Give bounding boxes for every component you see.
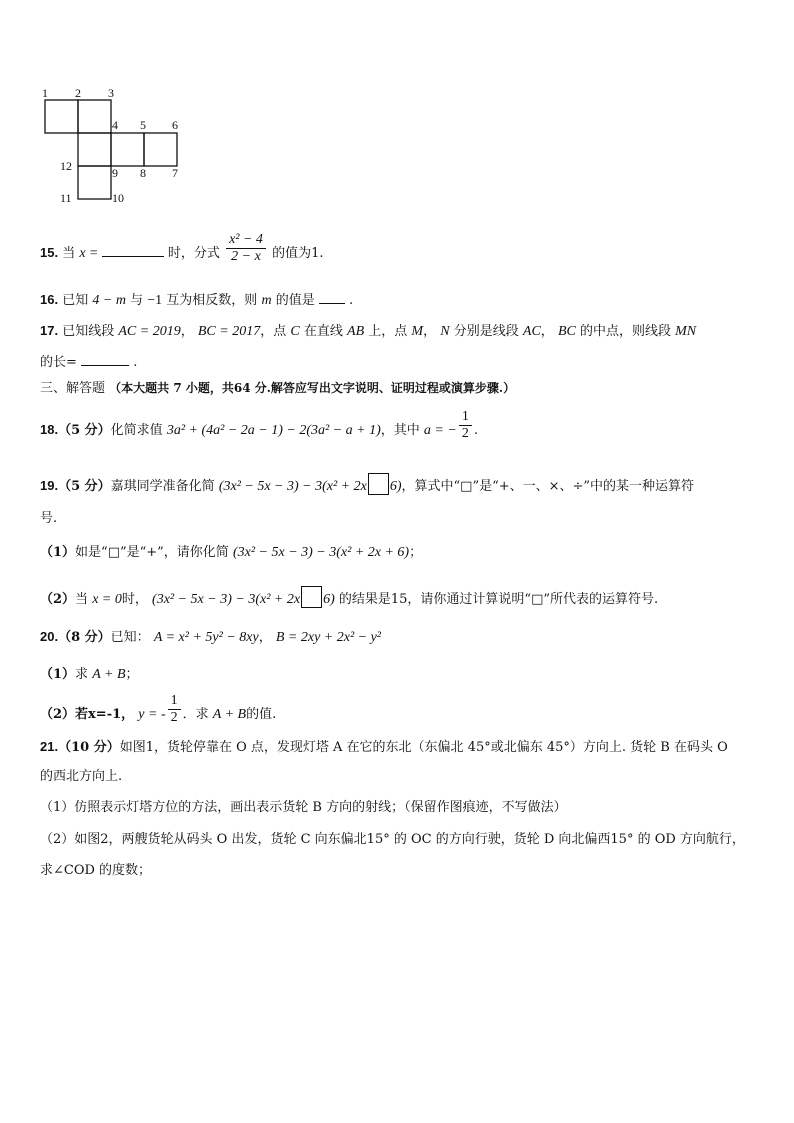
question-number: 21.	[40, 739, 59, 754]
question-number: 16.	[40, 292, 59, 307]
question-text: 时，分式	[167, 246, 220, 261]
math-var: N	[440, 324, 450, 339]
question-text: 分别是线段	[453, 324, 519, 339]
math-expression: BC = 2017	[197, 324, 261, 339]
net-square	[111, 133, 144, 166]
part-label: （2）	[40, 592, 76, 607]
question-text: 上，点	[368, 324, 408, 339]
net-label: 12	[60, 159, 72, 173]
math-var: m	[261, 293, 272, 308]
question-19-cont	[40, 510, 57, 528]
question-19-part-1	[40, 544, 422, 562]
section-title: 三、解答题	[40, 381, 106, 396]
fraction-numerator: 1	[168, 693, 181, 710]
net-label: 9	[112, 166, 118, 180]
operator-box	[368, 473, 389, 495]
math-expression: AC = 2019	[118, 324, 181, 339]
question-19-part-2	[40, 586, 658, 609]
question-20-part-1	[40, 666, 139, 684]
math-expression: y = -	[138, 707, 166, 722]
question-text: 号.	[40, 511, 58, 526]
score: （10 分）	[58, 740, 120, 755]
separator: ，	[258, 630, 272, 645]
fraction-denominator: 2	[170, 710, 178, 725]
math-expression: 6)	[323, 592, 335, 607]
question-text: .	[133, 355, 138, 370]
question-text: 的值为1.	[272, 246, 324, 261]
question-20	[40, 628, 381, 647]
question-text: 已知	[62, 293, 89, 308]
fraction-denominator: 2 − x	[231, 249, 261, 264]
question-text: （2）如图2，两艘货轮从码头 O 出发，货轮 C 向东偏北15° 的 OC 的方向行驶，货轮 D 向北偏西15° 的 OD 方向航行，	[40, 832, 745, 847]
section-header	[40, 379, 515, 398]
question-text: 的长=	[40, 355, 77, 370]
question-text: ．求	[182, 707, 209, 722]
question-text: 如是“□”是“+”，请你化简	[75, 545, 229, 560]
question-text: 化简求值	[110, 423, 163, 438]
net-label: 1	[42, 86, 48, 100]
score: （5 分）	[58, 479, 111, 494]
part-label: （2）	[40, 707, 76, 722]
math-expression: (3x² − 5x − 3) − 3(x² + 2x + 6)	[232, 545, 410, 560]
question-text: （1）仿照表示灯塔方位的方法，画出表示货轮 B 方向的射线；（保留作图痕迹，不写做法）	[40, 800, 567, 815]
question-text: 的西北方向上.	[40, 769, 123, 784]
math-var: M	[411, 324, 424, 339]
question-text: 的值是	[275, 293, 315, 308]
separator: ，	[540, 324, 554, 339]
net-square	[78, 166, 111, 199]
question-15	[40, 232, 324, 265]
question-text: ，算式中“□”是“+、一、×、÷”中的某一种运算符	[401, 479, 695, 494]
question-20-part-2	[40, 693, 277, 726]
part-label: （1）	[40, 667, 76, 682]
math-expression: A + B	[212, 707, 247, 722]
math-expression: −1	[147, 293, 163, 308]
question-number: 15.	[40, 245, 59, 260]
question-text: .	[349, 293, 354, 308]
math-expression: 4 − m	[92, 293, 126, 308]
answer-blank[interactable]	[102, 243, 164, 257]
question-18	[40, 409, 478, 442]
question-text: 的结果是15，请你通过计算说明“□”所代表的运算符号.	[338, 592, 659, 607]
section-note: （本大题共 7 小题，共64 分.解答应写出文字说明、证明过程或演算步骤.）	[109, 381, 516, 395]
net-label: 2	[75, 86, 81, 100]
question-text: ，点	[260, 324, 287, 339]
answer-blank[interactable]	[81, 352, 129, 366]
question-text: 已知：	[110, 630, 150, 645]
question-17-line-2	[40, 352, 137, 372]
question-number: 20.	[40, 629, 59, 644]
part-label: （1）	[40, 545, 76, 560]
question-text: 的值.	[246, 707, 277, 722]
question-17-line-1	[40, 322, 696, 341]
net-label: 4	[112, 118, 118, 132]
question-21	[40, 738, 728, 757]
question-text: 的中点，则线段	[579, 324, 671, 339]
question-text: 时，	[121, 592, 148, 607]
math-var: BC	[557, 324, 576, 339]
answer-blank[interactable]	[319, 290, 345, 304]
net-square	[45, 100, 78, 133]
question-text: 求∠COD 的度数；	[40, 863, 152, 878]
net-square	[78, 100, 111, 133]
question-text: 当	[62, 246, 76, 261]
question-21-part-2	[40, 831, 745, 849]
question-text: 互为相反数，则	[166, 293, 258, 308]
math-expression: 3a² + (4a² − 2a − 1) − 2(3a² − a + 1)	[166, 423, 381, 438]
question-19	[40, 473, 694, 496]
separator: ，	[180, 324, 194, 339]
question-text: 当	[75, 592, 89, 607]
fraction	[226, 232, 266, 265]
net-square	[144, 133, 177, 166]
math-expression: A = x² + 5y² − 8xy	[153, 630, 259, 645]
question-text: 在直线	[303, 324, 343, 339]
fraction-numerator: 1	[459, 409, 472, 426]
net-label: 7	[172, 166, 178, 180]
cube-net-squares	[45, 100, 177, 199]
net-label: 11	[60, 191, 72, 205]
question-text: 如图1，货轮停靠在 O 点，发现灯塔 A 在它的东北（东偏北 45°或北偏东 45°）方向上. 货轮 B 在码头 O	[119, 740, 728, 755]
question-21-part-2-cont	[40, 862, 151, 880]
math-expression: x = 0	[92, 592, 122, 607]
operator-box	[301, 586, 322, 608]
math-var: MN	[675, 324, 697, 339]
net-square	[78, 133, 111, 166]
fraction-denominator: 2	[461, 426, 469, 441]
math-eq: =	[89, 246, 98, 261]
question-21-part-1	[40, 799, 567, 817]
math-var: x	[79, 246, 86, 261]
fraction	[459, 409, 472, 442]
question-text: ；	[409, 545, 423, 560]
question-16	[40, 290, 353, 310]
math-expression: B = 2xy + 2x² − y²	[275, 630, 382, 645]
fraction-numerator: x² − 4	[226, 232, 266, 249]
question-21-cont	[40, 768, 122, 786]
net-label: 8	[140, 166, 146, 180]
math-expression: a = −	[423, 423, 457, 438]
question-text: 已知线段	[62, 324, 115, 339]
net-label: 10	[112, 191, 124, 205]
question-text: ；	[125, 667, 139, 682]
fraction	[168, 693, 181, 726]
cube-net-figure	[36, 84, 196, 209]
score: （8 分）	[58, 630, 111, 645]
question-text: 嘉琪同学准备化简	[110, 479, 215, 494]
net-label: 3	[108, 86, 114, 100]
question-text: .	[473, 423, 478, 438]
question-number: 18.	[40, 422, 59, 437]
score: （5 分）	[58, 423, 111, 438]
question-number: 19.	[40, 478, 59, 493]
net-label: 5	[140, 118, 146, 132]
question-text: 若x=-1，	[75, 707, 135, 722]
question-text: ，其中	[380, 423, 420, 438]
math-expression: (3x² − 5x − 3) − 3(x² + 2x	[218, 479, 367, 494]
question-number: 17.	[40, 323, 59, 338]
question-text: 求	[75, 667, 89, 682]
question-text: 与	[130, 293, 144, 308]
math-var: C	[290, 324, 300, 339]
math-expression: (3x² − 5x − 3) − 3(x² + 2x	[152, 592, 301, 607]
math-var: AC	[522, 324, 541, 339]
net-label: 6	[172, 118, 178, 132]
math-var: AB	[347, 324, 365, 339]
math-expression: 6)	[389, 479, 402, 494]
math-expression: A + B	[92, 667, 126, 682]
separator: ，	[423, 324, 437, 339]
